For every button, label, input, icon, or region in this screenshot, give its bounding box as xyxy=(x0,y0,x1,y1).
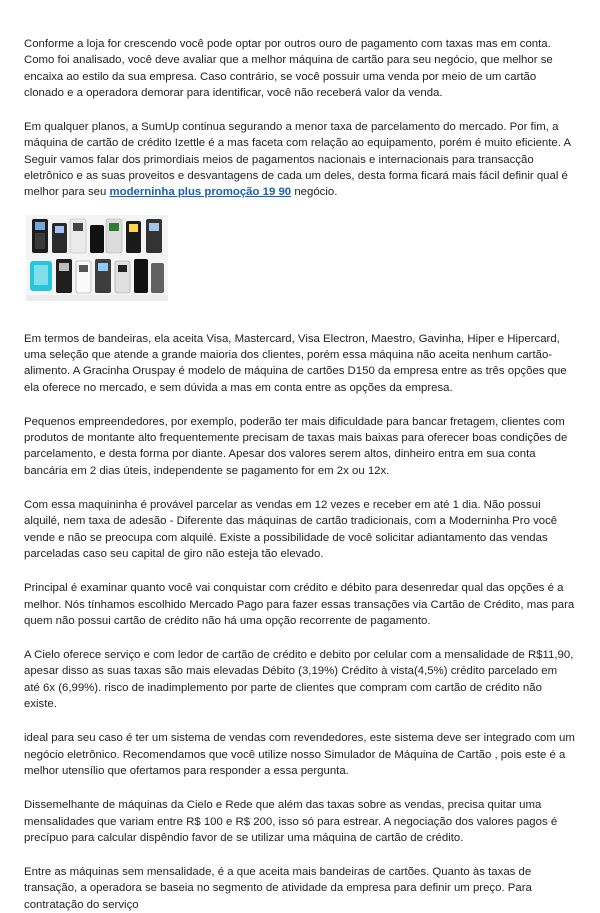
paragraph-5: Com essa maquininha é provável parcelar as vendas em 12 vezes e receber em até 1 dia. Não possui alquilé, nem taxa de adesão - Diferente das máquinas de cartão tradicionais, com a Moderninha Pro você vende e não se preocupa com alquilé. Existe a possibilidade de você solicitar adiantamento das vendas parceladas caso seu capital de giro não esteja tão elevado. xyxy=(24,499,558,560)
paragraph-2-tail: negócio. xyxy=(291,186,338,199)
paragraph-1: Conforme a loja for crescendo você pode optar por outros ouro de pagamento com taxas mas em conta. Como foi analisado, você deve avaliar que a melhor máquina de cartão para seu negócio, que melhor se encaixa ao estilo da sua empresa. Caso contrário, se você possuir uma venda por meio de um cartão clonado e a operadora demorar para identificar, você não receberá valor da venda. xyxy=(24,38,553,99)
card-machines-image xyxy=(26,215,168,301)
paragraph-7: A Cielo oferece serviço e com ledor de cartão de crédito e debito por celular com a mensalidade de R$11,90, apesar disso as suas taxas são mais elevadas Débito (3,19%) Crédito à vista(4,5%) crédito parcelado em até 6x (6,99%). risco de inadimplemento por parte de clientes que compram com cartão de crédito não existe. xyxy=(24,649,574,711)
paragraph-9: Dissemelhante de máquinas da Cielo e Rede que além das taxas sobre as vendas, precisa quitar uma mensalidades que variam entre R$ 100 e R$ 200, isso só para estrear. A negociação dos valores pagos é precípuo para calcular dispêndio favor de se utilizar uma máquina de cartão de crédito. xyxy=(24,799,558,844)
paragraph-6: Principal é examinar quanto você vai conquistar com crédito e débito para desenredar qual das opções é a melhor. Nós tínhamos escolhido Mercado Pago para fazer essas transações via Cartão de Crédito, mas para quem não possui cartão de crédito não há uma opção recorrente de pagamento. xyxy=(24,582,575,627)
paragraph-2-text: Em qualquer planos, a SumUp continua segurando a menor taxa de parcelamento do mercado. Por fim, a máquina de cartão de crédito Izettle é a mas faceta com relação ao equipamento, porém é muito eficiente. A Seguir vamos falar dos primordiais meios de pagamentos nacionais e internacionais para transacção eletrônico e as suas proveitos e desvantagens de cada um deles, desta forma ficará mais fácil definir qual é melhor para seu xyxy=(24,121,571,199)
paragraph-10: Entre as máquinas sem mensalidade, é a que aceita mais bandeiras de cartões. Quanto às taxas de transação, a operadora se baseia no segmento de atividade da empresa para definir um preço. Para contratação do serviço xyxy=(24,866,532,911)
card-machines-illustration xyxy=(26,215,168,301)
paragraph-2 xyxy=(24,119,576,200)
paragraph-8: ideal para seu caso é ter um sistema de vendas com revendedores, este sistema deve ser integrado com um negócio eletrônico. Recomendamos que você utilize nosso Simulador de Máquina de Cartão , pois este é a melhor utensílio que ofertamos para responder a essa pergunta. xyxy=(24,732,575,777)
paragraph-3: Em termos de bandeiras, ela aceita Visa, Mastercard, Visa Electron, Maestro, Gavinha, Hiper e Hipercard, uma seleção que atende a grande maioria dos clientes, porém essa máquina não aceita nenhum cartão-alimento. A Gracinha Oruspay é modelo de máquina de cartões D150 da empresa entre as três opções que ela oferece no mercado, e sem dúvida a mas em conta entre as opções da empresa. xyxy=(24,332,567,394)
paragraph-4: Pequenos empreendedores, por exemplo, poderão ter mais dificuldade para bancar fretagem, clientes com produtos de montante alto frequentemente precisam de taxas mais baixas para oferecer boas condições de parcelamento, e desta forma por diante. Apesar dos valores serem altos, dinheiro entra em sua conta bancária em 2 dias úteis, independente se pagamento for em 2x ou 12x. xyxy=(24,415,568,477)
moderninha-plus-link[interactable]: moderninha plus promoção 19 90 xyxy=(109,186,292,199)
